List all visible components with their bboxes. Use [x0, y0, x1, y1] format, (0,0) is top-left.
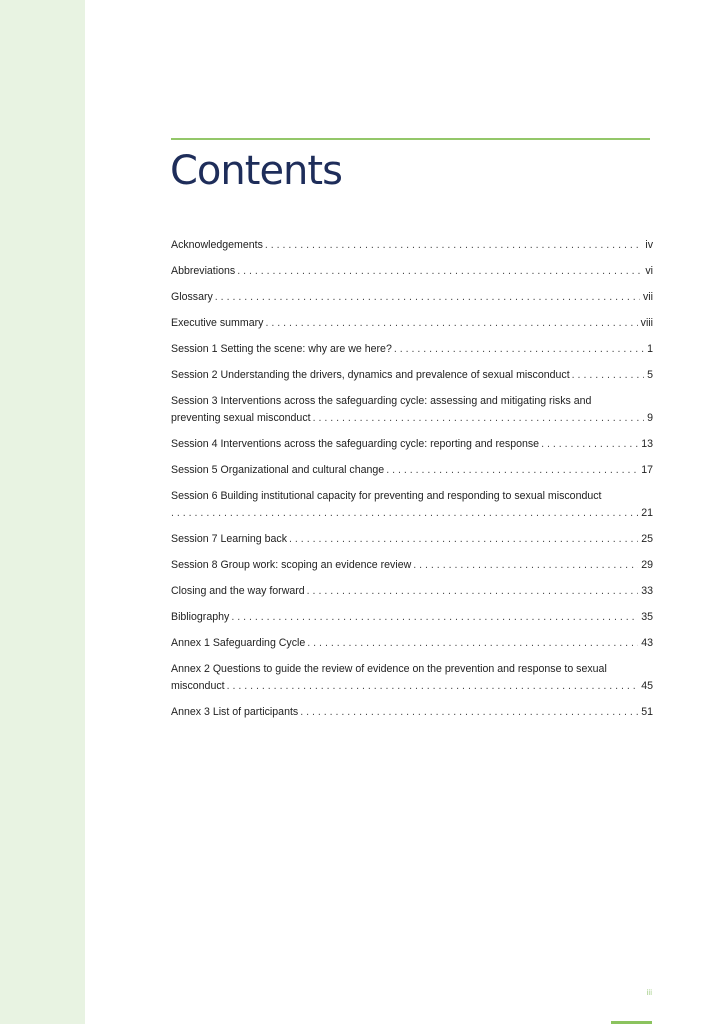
toc-entry[interactable]: [171, 237, 653, 254]
toc-entry[interactable]: [171, 609, 653, 626]
toc-entry-title-line: Annex 2 Questions to guide the review of evidence on the prevention and response to sexual: [171, 663, 607, 675]
toc-entry-title: Session 8 Group work: scoping an evidence review: [171, 559, 412, 571]
toc-page-number: 35: [641, 611, 653, 623]
toc-entry[interactable]: [171, 661, 653, 695]
toc-entry[interactable]: [171, 289, 653, 306]
dot-leader: [313, 410, 645, 427]
dot-leader: [386, 462, 638, 479]
page-title: Contents: [170, 148, 342, 194]
toc-page-number: 13: [641, 438, 653, 450]
toc-entry-title: Executive summary: [171, 317, 264, 329]
toc-page-number: viii: [640, 317, 653, 329]
toc-entry-title: Session 5 Organizational and cultural change: [171, 464, 385, 476]
toc-entry[interactable]: [171, 315, 653, 332]
toc-entry[interactable]: [171, 462, 653, 479]
dot-leader: [541, 436, 638, 453]
dot-leader: [572, 367, 644, 384]
dot-leader: [231, 609, 638, 626]
toc-entry-title: Session 4 Interventions across the safeguarding cycle: reporting and response: [171, 438, 540, 450]
dot-leader: [307, 635, 638, 652]
toc-entry-title: misconduct: [171, 680, 225, 692]
toc-entry[interactable]: [171, 436, 653, 453]
toc-page-number: iv: [645, 239, 653, 251]
dot-leader: [215, 289, 640, 306]
dot-leader: [265, 237, 642, 254]
side-band: [0, 0, 85, 1024]
toc-page-number: 29: [641, 559, 653, 571]
table-of-contents: [171, 237, 653, 730]
dot-leader: [394, 341, 644, 358]
page-number: iii: [646, 988, 652, 997]
dot-leader: [289, 531, 638, 548]
dot-leader: [237, 263, 642, 280]
toc-entry[interactable]: [171, 367, 653, 384]
toc-entry-title: Annex 3 List of participants: [171, 706, 299, 718]
toc-entry[interactable]: [171, 704, 653, 721]
dot-leader: [307, 583, 639, 600]
toc-entry[interactable]: [171, 263, 653, 280]
dot-leader: [171, 505, 638, 522]
toc-page-number: 51: [641, 706, 653, 718]
toc-entry-title: Session 1 Setting the scene: why are we here?: [171, 343, 392, 355]
toc-entry-title: Closing and the way forward: [171, 585, 305, 597]
toc-entry-title-line: Session 3 Interventions across the safeguarding cycle: assessing and mitigating risks and: [171, 395, 592, 407]
top-divider: [171, 138, 650, 140]
toc-page-number: 21: [641, 507, 653, 519]
toc-entry-title: Annex 1 Safeguarding Cycle: [171, 637, 306, 649]
toc-page-number: vi: [645, 265, 653, 277]
toc-page-number: 43: [641, 637, 653, 649]
toc-page-number: 33: [641, 585, 653, 597]
dot-leader: [227, 678, 639, 695]
toc-entry[interactable]: [171, 635, 653, 652]
toc-entry[interactable]: [171, 531, 653, 548]
dot-leader: [413, 557, 638, 574]
toc-entry-title: Bibliography: [171, 611, 230, 623]
toc-entry-title: Abbreviations: [171, 265, 236, 277]
toc-entry-title: Session 2 Understanding the drivers, dynamics and prevalence of sexual misconduct: [171, 369, 570, 381]
toc-page-number: vii: [642, 291, 653, 303]
toc-entry-title: Glossary: [171, 291, 213, 303]
toc-entry[interactable]: [171, 557, 653, 574]
toc-entry[interactable]: [171, 393, 653, 427]
dot-leader: [265, 315, 637, 332]
toc-entry[interactable]: [171, 488, 653, 522]
toc-page-number: 17: [641, 464, 653, 476]
toc-entry-title: preventing sexual misconduct: [171, 412, 311, 424]
toc-entry-title-line: Session 6 Building institutional capacity for preventing and responding to sexual misconduct: [171, 490, 602, 502]
toc-entry-title: Session 7 Learning back: [171, 533, 288, 545]
dot-leader: [300, 704, 638, 721]
toc-page-number: 1: [647, 343, 653, 355]
toc-entry[interactable]: [171, 583, 653, 600]
toc-page-number: 45: [641, 680, 653, 692]
toc-page-number: 9: [647, 412, 653, 424]
toc-page-number: 25: [641, 533, 653, 545]
toc-page-number: 5: [647, 369, 653, 381]
toc-entry-title: Acknowledgements: [171, 239, 263, 251]
toc-entry[interactable]: [171, 341, 653, 358]
